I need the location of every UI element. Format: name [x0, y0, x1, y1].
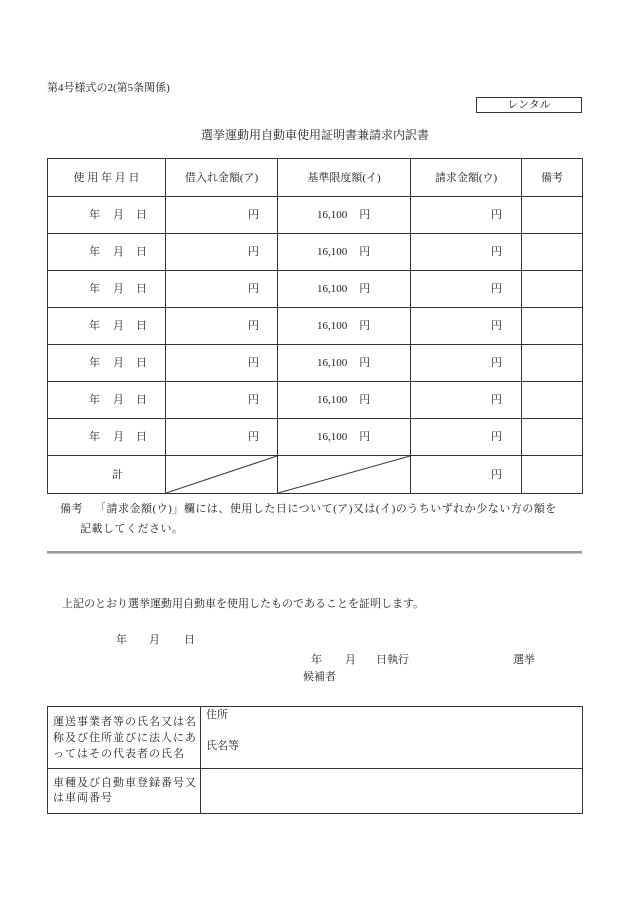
- usage-date-cell: [48, 345, 166, 382]
- name-label: 氏名等: [206, 740, 239, 752]
- yen-unit: 円: [248, 246, 259, 258]
- vehicle-row: [48, 769, 583, 814]
- remarks-cell: [522, 419, 583, 456]
- limit-amount-cell: [278, 234, 411, 271]
- usage-date-cell: [48, 197, 166, 234]
- borrowed-amount-cell: [166, 234, 278, 271]
- claim-total-cell: [411, 456, 522, 494]
- borrowed-amount-cell: [166, 271, 278, 308]
- yen-unit: 円: [491, 431, 502, 443]
- day-label: 日: [136, 209, 147, 221]
- header-usage-date: 使 用 年 月 日: [48, 159, 166, 197]
- month-label: 月: [113, 209, 124, 221]
- section-divider: [47, 551, 582, 554]
- year-label: 年: [89, 209, 100, 221]
- month-label: 月: [113, 320, 124, 332]
- month-label: 月: [113, 246, 124, 258]
- usage-date-cell: [48, 382, 166, 419]
- diagonal-strike-line: [166, 456, 277, 493]
- limit-amount-value: 16,100: [317, 209, 348, 221]
- operator-label-cell: [48, 707, 201, 769]
- candidate-label: 候補者: [303, 671, 336, 683]
- remarks-cell: [522, 308, 583, 345]
- operator-row: [48, 707, 583, 769]
- month-label: 月: [113, 431, 124, 443]
- claim-amount-cell: [411, 345, 522, 382]
- election-month-label: 月: [345, 654, 356, 666]
- month-label: 月: [113, 283, 124, 295]
- yen-unit: 円: [359, 394, 371, 406]
- year-label: 年: [89, 431, 100, 443]
- form-number: 第4号様式の2(第5条関係): [47, 82, 170, 94]
- election-year-label: 年: [311, 654, 322, 666]
- claim-amount-cell: [411, 308, 522, 345]
- limit-total-struck-cell: [278, 456, 411, 494]
- usage-date-cell: [48, 419, 166, 456]
- yen-unit: 円: [491, 394, 502, 406]
- yen-unit: 円: [359, 320, 371, 332]
- yen-unit: 円: [359, 246, 371, 258]
- yen-unit: 円: [491, 246, 502, 258]
- remarks-cell: [522, 345, 583, 382]
- yen-unit: 円: [248, 357, 259, 369]
- header-claim-amount: 請求金額(ウ): [411, 159, 522, 197]
- note-text-line: 「請求金額(ウ)」欄には、使用した日について(ア)又は(イ)のうちいずれか少ない方の額を: [95, 503, 557, 515]
- note-label: 備考: [60, 503, 83, 515]
- day-label: 日: [136, 246, 147, 258]
- vehicle-label-cell: [48, 769, 201, 814]
- borrowed-amount-cell: [166, 419, 278, 456]
- limit-amount-cell: [278, 197, 411, 234]
- claim-amount-cell: [411, 197, 522, 234]
- yen-unit: 円: [491, 283, 502, 295]
- remarks-cell: [522, 271, 583, 308]
- month-label: 月: [113, 394, 124, 406]
- yen-unit: 円: [248, 283, 259, 295]
- yen-unit: 円: [359, 357, 371, 369]
- year-label: 年: [89, 320, 100, 332]
- day-label: 日: [136, 431, 147, 443]
- yen-unit: 円: [359, 209, 371, 221]
- month-label: 月: [113, 357, 124, 369]
- limit-amount-value: 16,100: [317, 246, 348, 258]
- table-row: [48, 345, 583, 382]
- yen-unit: 円: [359, 283, 371, 295]
- certification-month-label: 月: [149, 634, 160, 646]
- usage-date-cell: [48, 271, 166, 308]
- limit-amount-value: 16,100: [317, 320, 348, 332]
- borrowed-total-struck-cell: [166, 456, 278, 494]
- yen-unit: 円: [491, 357, 502, 369]
- table-row: [48, 308, 583, 345]
- limit-amount-cell: [278, 308, 411, 345]
- limit-amount-cell: [278, 271, 411, 308]
- day-label: 日: [136, 320, 147, 332]
- year-label: 年: [89, 394, 100, 406]
- document-title: 選挙運動用自動車使用証明書兼請求内訳書: [200, 128, 429, 142]
- yen-unit: 円: [491, 209, 502, 221]
- operator-label-line: 称及び住所並びに法人にあ: [53, 732, 197, 744]
- address-label: 住所: [206, 709, 228, 721]
- election-day-held-label: 日執行: [376, 654, 409, 666]
- usage-date-cell: [48, 308, 166, 345]
- year-label: 年: [89, 246, 100, 258]
- operator-label-line: ってはその代表者の氏名: [53, 748, 185, 760]
- borrowed-amount-cell: [166, 197, 278, 234]
- table-row: [48, 197, 583, 234]
- total-label: 計: [48, 456, 166, 494]
- borrowed-amount-cell: [166, 308, 278, 345]
- vehicle-value-cell: [201, 769, 583, 814]
- limit-amount-value: 16,100: [317, 283, 348, 295]
- remarks-cell: [522, 234, 583, 271]
- limit-amount-value: 16,100: [317, 394, 348, 406]
- remarks-cell: [522, 382, 583, 419]
- header-row: [48, 159, 583, 197]
- yen-unit: 円: [491, 468, 502, 481]
- vehicle-label-line: は車両番号: [53, 792, 113, 804]
- claim-amount-cell: [411, 271, 522, 308]
- vehicle-label-line: 車種及び自動車登録番号又: [53, 777, 197, 789]
- limit-amount-cell: [278, 419, 411, 456]
- claim-amount-cell: [411, 234, 522, 271]
- day-label: 日: [136, 394, 147, 406]
- year-label: 年: [89, 357, 100, 369]
- certification-statement: 上記のとおり選挙運動用自動車を使用したものであることを証明します。: [62, 598, 425, 610]
- operator-table: [47, 706, 583, 814]
- rental-label-box: レンタル: [476, 97, 582, 113]
- yen-unit: 円: [248, 320, 259, 332]
- table-row: [48, 271, 583, 308]
- yen-unit: 円: [359, 431, 371, 443]
- borrowed-amount-cell: [166, 382, 278, 419]
- header-remarks: 備考: [522, 159, 583, 197]
- remarks-cell: [522, 456, 583, 494]
- year-label: 年: [89, 283, 100, 295]
- usage-table: [47, 158, 583, 494]
- day-label: 日: [136, 357, 147, 369]
- day-label: 日: [136, 283, 147, 295]
- remarks-cell: [522, 197, 583, 234]
- yen-unit: 円: [491, 320, 502, 332]
- limit-amount-value: 16,100: [317, 431, 348, 443]
- limit-amount-cell: [278, 382, 411, 419]
- limit-amount-cell: [278, 345, 411, 382]
- election-label: 選挙: [513, 654, 535, 666]
- usage-date-cell: [48, 234, 166, 271]
- note-text-line: 記載してください。: [80, 523, 184, 535]
- limit-amount-value: 16,100: [317, 357, 348, 369]
- claim-amount-cell: [411, 382, 522, 419]
- table-row: [48, 382, 583, 419]
- certification-year-label: 年: [116, 634, 127, 646]
- borrowed-amount-cell: [166, 345, 278, 382]
- operator-value-cell: [201, 707, 583, 769]
- yen-unit: 円: [248, 431, 259, 443]
- table-row: [48, 419, 583, 456]
- yen-unit: 円: [248, 394, 259, 406]
- table-row: [48, 234, 583, 271]
- header-limit-amount: 基準限度額(イ): [278, 159, 411, 197]
- yen-unit: 円: [248, 209, 259, 221]
- total-row: [48, 456, 583, 494]
- claim-amount-cell: [411, 419, 522, 456]
- certification-day-label: 日: [184, 634, 195, 646]
- header-borrowed-amount: 借入れ金額(ア): [166, 159, 278, 197]
- operator-label-line: 運送事業者等の氏名又は名: [53, 716, 197, 728]
- diagonal-strike-line: [278, 456, 410, 493]
